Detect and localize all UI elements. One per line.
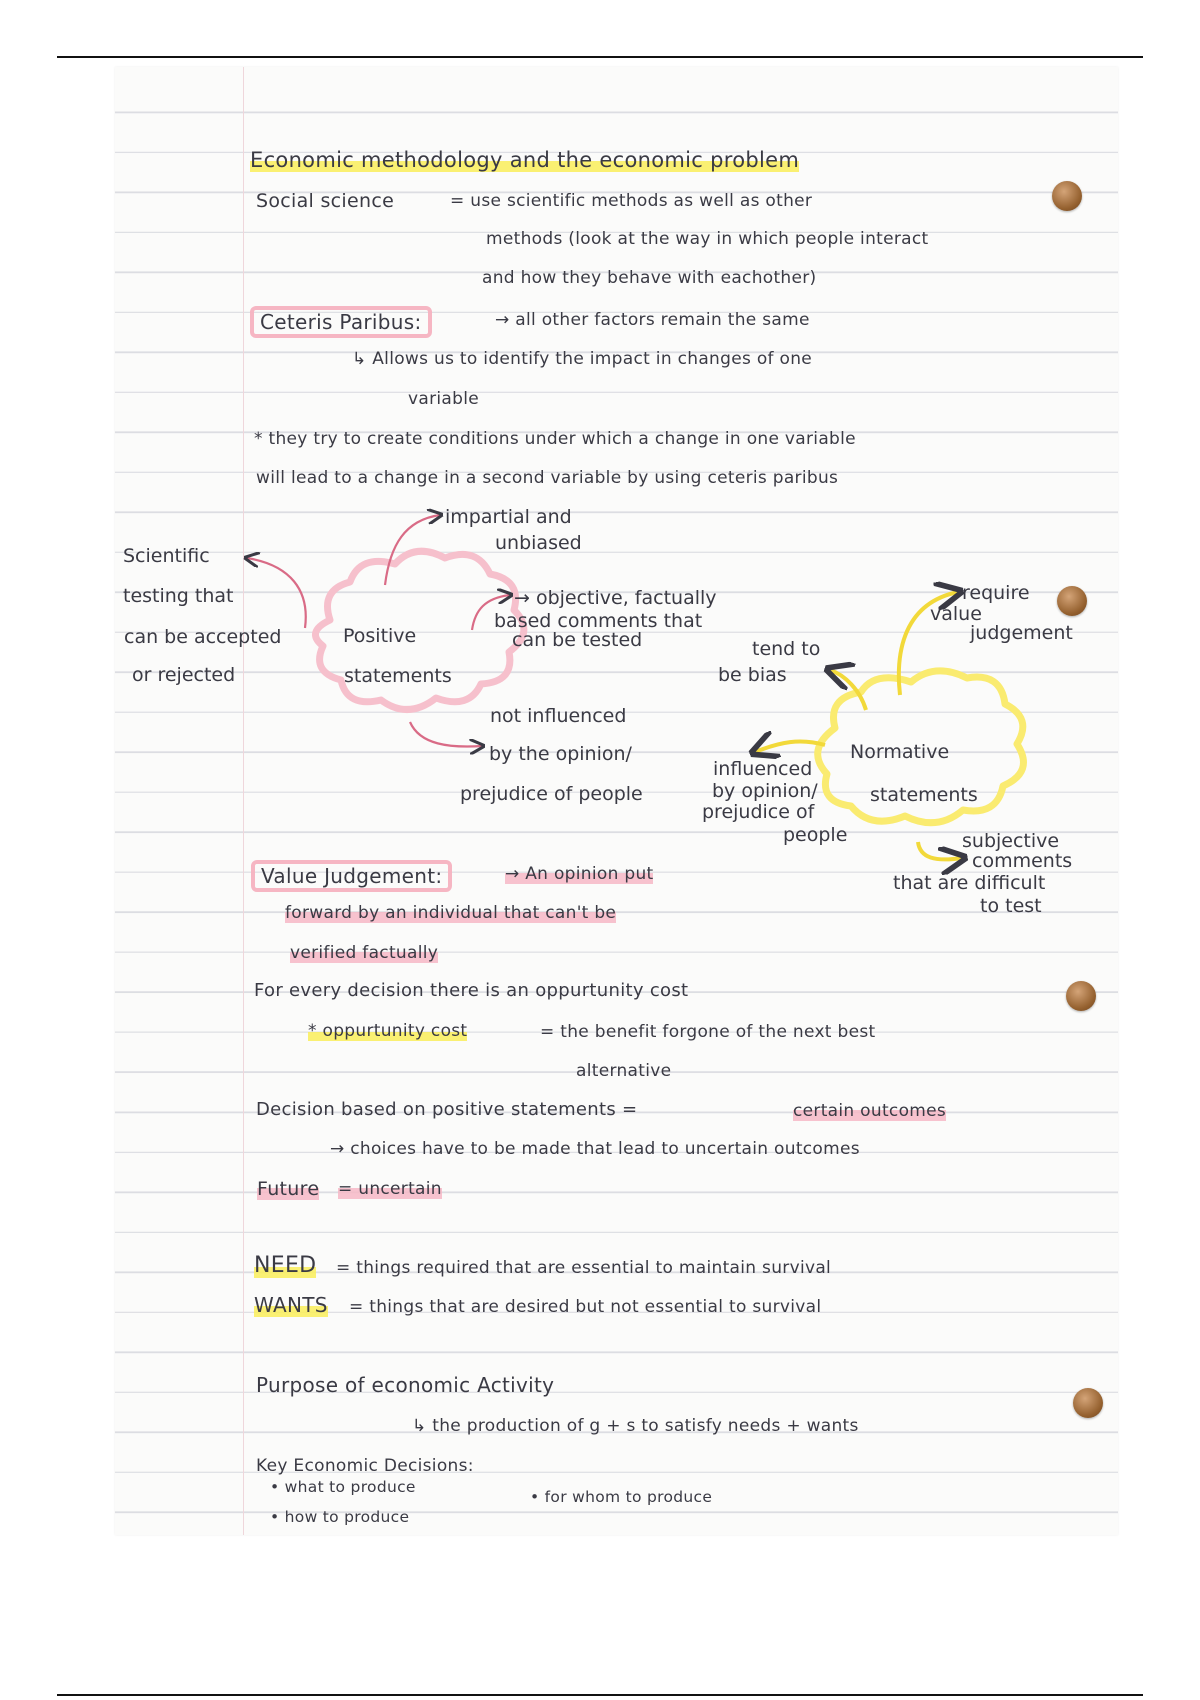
- social-science-def-2: methods (look at the way in which people interact: [486, 229, 929, 249]
- positive-label-2: statements: [344, 665, 452, 687]
- future-def: = uncertain: [338, 1179, 442, 1199]
- impartial-line-2: unbiased: [495, 532, 582, 554]
- ceteris-paribus-def: → all other factors remain the same: [495, 310, 810, 330]
- margin-line: [243, 67, 244, 1535]
- key-decision-what: • what to produce: [270, 1478, 416, 1496]
- purpose-title: Purpose of economic Activity: [256, 1373, 555, 1397]
- objective-line-1: → objective, factually: [514, 587, 717, 609]
- influenced-line-2: by opinion/: [712, 780, 818, 802]
- need-def: = things required that are essential to maintain survival: [336, 1258, 832, 1278]
- not-influenced-line-1: not influenced: [490, 705, 627, 727]
- social-science-def-1: = use scientific methods as well as other: [450, 191, 813, 211]
- key-decision-how: • how to produce: [270, 1508, 410, 1526]
- wants-def: = things that are desired but not essential to survival: [349, 1297, 822, 1317]
- influenced-line-4: people: [783, 824, 848, 846]
- opportunity-cost-def-2: alternative: [576, 1061, 672, 1081]
- subjective-line-2: comments: [972, 850, 1073, 872]
- wants-term: WANTS: [254, 1293, 328, 1317]
- value-judgement-def-2: forward by an individual that can't be: [285, 903, 617, 923]
- scientific-testing-line-2: testing that: [123, 585, 234, 607]
- punch-hole-3: [1066, 981, 1096, 1011]
- tend-to-be-bias-1: tend to: [752, 638, 821, 660]
- not-influenced-line-3: prejudice of people: [460, 783, 643, 805]
- positive-label-1: Positive: [343, 625, 417, 647]
- ceteris-paribus-sub-2: variable: [408, 389, 479, 409]
- punch-hole-2: [1057, 586, 1087, 616]
- subjective-line-4: to test: [980, 895, 1042, 917]
- scientific-testing-line-3: can be accepted: [124, 626, 282, 648]
- punch-hole-1: [1052, 181, 1082, 211]
- tend-to-be-bias-2: be bias: [718, 664, 787, 686]
- ceteris-paribus-term: Ceteris Paribus:: [250, 306, 432, 338]
- scientific-testing-line-1: Scientific: [123, 545, 210, 567]
- decision-line-2: → choices have to be made that lead to uncertain outcomes: [330, 1139, 860, 1159]
- opportunity-cost-def-1: = the benefit forgone of the next best: [540, 1022, 876, 1042]
- not-influenced-line-2: by the opinion/: [489, 743, 632, 765]
- objective-line-2: based comments that: [494, 610, 703, 632]
- note-line-2: will lead to a change in a second variable by using ceteris paribus: [256, 468, 839, 488]
- decision-certain-outcomes: certain outcomes: [793, 1101, 947, 1121]
- value-judgement-def-3: verified factually: [290, 943, 439, 963]
- future-term: Future: [257, 1178, 320, 1200]
- require-value-judgement-2: value: [930, 603, 982, 625]
- value-judgement-term: Value Judgement:: [251, 860, 452, 892]
- influenced-line-3: prejudice of: [702, 801, 815, 823]
- opportunity-line: For every decision there is an oppurtunity cost: [254, 980, 689, 1001]
- normative-label-1: Normative: [850, 741, 950, 763]
- key-decisions-title: Key Economic Decisions:: [256, 1456, 474, 1476]
- top-rule: [57, 56, 1143, 58]
- scientific-testing-line-4: or rejected: [132, 664, 236, 686]
- punch-hole-4: [1073, 1388, 1103, 1418]
- opportunity-cost-term: * oppurtunity cost: [308, 1021, 468, 1041]
- value-judgement-def-1: → An opinion put: [505, 864, 654, 884]
- ceteris-paribus-sub-1: ↳ Allows us to identify the impact in changes of one: [352, 349, 813, 369]
- require-value-judgement-3: judgement: [970, 622, 1073, 644]
- purpose-line: ↳ the production of g + s to satisfy needs + wants: [412, 1416, 859, 1436]
- objective-line-3: can be tested: [512, 629, 643, 651]
- normative-label-2: statements: [870, 784, 978, 806]
- bottom-rule: [57, 1694, 1143, 1696]
- require-value-judgement-1: require: [962, 582, 1030, 604]
- influenced-line-1: influenced: [713, 758, 813, 780]
- key-decision-whom: • for whom to produce: [530, 1488, 713, 1506]
- page-title: Economic methodology and the economic problem: [250, 148, 800, 172]
- note-line-1: * they try to create conditions under which a change in one variable: [254, 429, 856, 449]
- social-science-term: Social science: [256, 190, 395, 212]
- need-term: NEED: [254, 1253, 317, 1278]
- social-science-def-3: and how they behave with eachother): [482, 268, 817, 288]
- impartial-line-1: impartial and: [445, 506, 572, 528]
- decision-line-start: Decision based on positive statements =: [256, 1099, 638, 1120]
- subjective-line-1: subjective: [962, 830, 1060, 852]
- subjective-line-3: that are difficult: [893, 872, 1046, 894]
